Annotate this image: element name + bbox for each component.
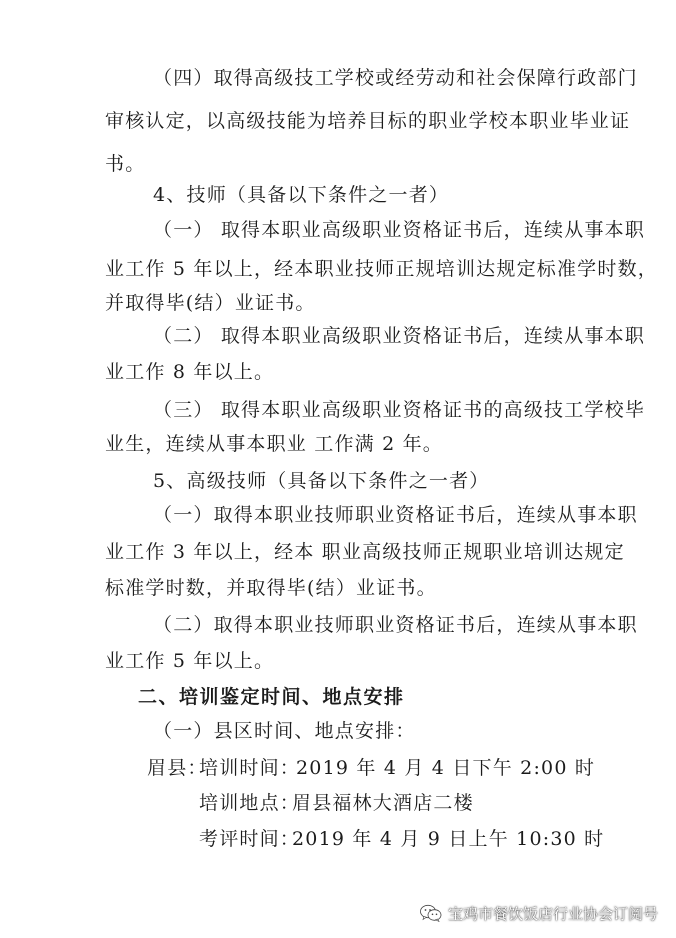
- paragraph-line: 业工作 3 年以上，经本 职业高级技师正规职业培训达规定: [105, 541, 625, 563]
- paragraph-line: 业工作 5 年以上，经本职业技师正规培训达规定标准学时数，: [105, 258, 658, 280]
- paragraph-line: 标准学时数，并取得毕(结）业证书。: [105, 577, 437, 599]
- schedule-value: 2019 年 4 月 4 日下午 2:00 时: [296, 757, 596, 779]
- section-title: 4、技师（具备以下条件之一者）: [153, 184, 450, 206]
- schedule-label: 考评时间：: [199, 828, 301, 850]
- paragraph-line: （二）取得本职业技师职业资格证书后，连续从事本职: [153, 614, 638, 636]
- paragraph-line: （三） 取得本职业高级职业资格证书的高级技工学校毕: [153, 399, 646, 421]
- schedule-label: 培训地点：: [199, 792, 301, 814]
- paragraph-line: （二） 取得本职业高级职业资格证书后，连续从事本职: [153, 325, 646, 347]
- paragraph-line: 业工作 8 年以上。: [105, 361, 275, 383]
- section-heading: 二、培训鉴定时间、地点安排: [138, 686, 405, 708]
- paragraph-line: 业工作 5 年以上。: [105, 650, 275, 672]
- paragraph-line: （一） 取得本职业高级职业资格证书后，连续从事本职: [153, 219, 646, 241]
- paragraph-line: 并取得毕(结）业证书。: [105, 292, 316, 314]
- county-label: 眉县：: [147, 757, 208, 779]
- paragraph-line: 业生，连续从事本职业 工作满 2 年。: [105, 433, 444, 455]
- schedule-value: 2019 年 4 月 9 日上午 10:30 时: [292, 828, 605, 850]
- wechat-icon: [420, 904, 442, 922]
- watermark-text: 宝鸡市餐饮饭店行业协会订阅号: [447, 904, 658, 923]
- watermark: [420, 902, 658, 924]
- paragraph-line: （四）取得高级技工学校或经劳动和社会保障行政部门: [153, 67, 638, 89]
- paragraph-line: 书。: [105, 153, 146, 175]
- schedule-value: 眉县福林大酒店二楼: [292, 792, 474, 814]
- section-title: 5、高级技师（具备以下条件之一者）: [153, 470, 490, 492]
- paragraph-line: 审核认定，以高级技能为培养目标的职业学校本职业毕业证: [105, 110, 631, 132]
- schedule-label: 培训时间：: [199, 757, 301, 779]
- subsection-title: （一）县区时间、地点安排：: [153, 720, 416, 742]
- paragraph-line: （一）取得本职业技师职业资格证书后，连续从事本职: [153, 504, 638, 526]
